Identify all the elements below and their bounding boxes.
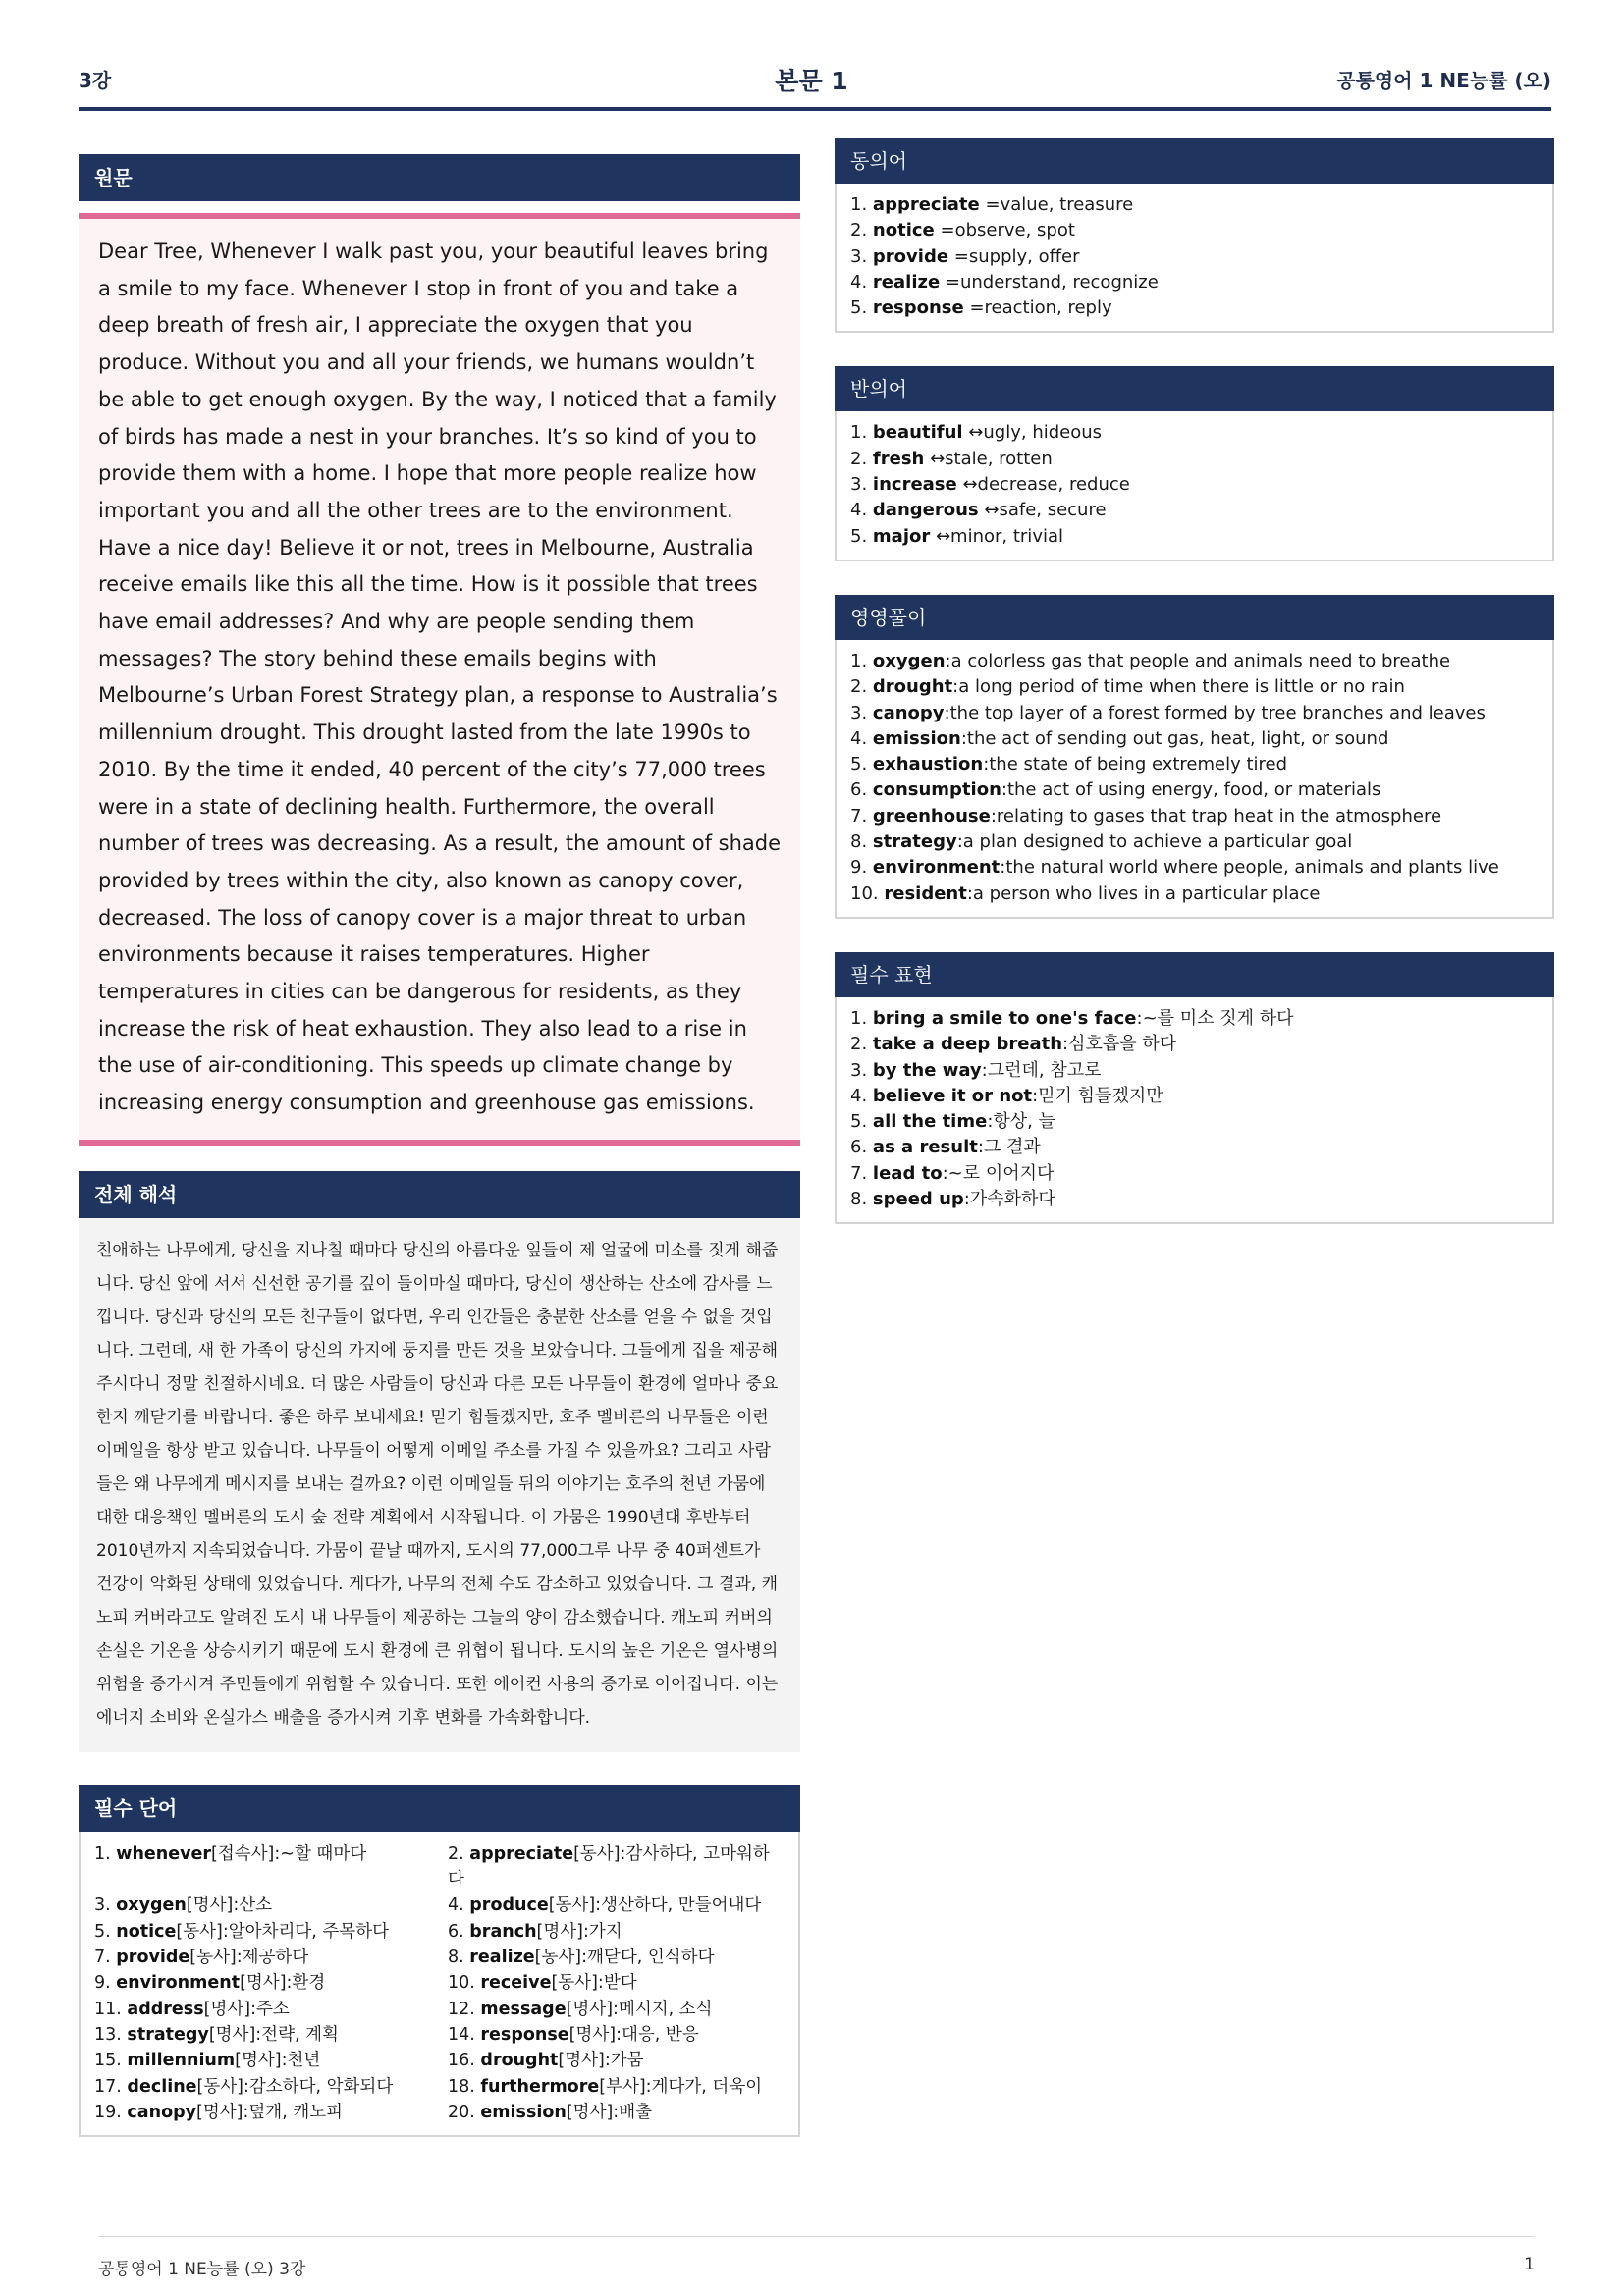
item-number: 7. <box>94 1948 111 1968</box>
synonyms-section <box>835 138 1554 333</box>
item-meaning: [명사]:배출 <box>566 2102 653 2122</box>
item-meaning: :심호흡을 하다 <box>1062 1034 1177 1055</box>
vocab-section <box>79 1785 800 2137</box>
item-number: 10. <box>850 882 879 904</box>
item-term: message <box>480 1999 567 2019</box>
item-number: 10. <box>448 1973 475 1994</box>
item-meaning: :the natural world where people, animals and plants live <box>1000 857 1499 879</box>
item-meaning: [명사]:메시지, 소식 <box>566 1999 713 2019</box>
antonym-item <box>850 447 1539 472</box>
antonyms-title: 반의어 <box>835 366 1554 411</box>
item-term: branch <box>469 1921 537 1942</box>
item-term: realize <box>872 271 941 293</box>
item-meaning: [접속사]:~할 때마다 <box>211 1843 367 1864</box>
item-number: 17. <box>94 2076 122 2097</box>
item-term: take a deep breath <box>872 1034 1063 1055</box>
item-number: 4. <box>850 727 868 749</box>
vocab-box <box>79 1832 800 2137</box>
antonym-item <box>850 524 1539 550</box>
synonyms-list <box>835 184 1554 333</box>
item-term: response <box>872 297 964 319</box>
item-meaning: :항상, 늘 <box>987 1111 1055 1133</box>
vocab-item <box>94 2048 448 2073</box>
item-number: 1. <box>850 650 868 671</box>
right-column <box>835 138 1554 1257</box>
item-meaning: :a plan designed to achieve a particular goal <box>956 831 1353 853</box>
vocab-item <box>448 2100 784 2125</box>
item-meaning: :a long period of time when there is little or no rain <box>952 676 1405 698</box>
item-meaning: ↔minor, trivial <box>930 525 1063 547</box>
item-meaning: [명사]:환경 <box>240 1973 326 1994</box>
item-term: oxygen <box>116 1896 187 1916</box>
item-number: 4. <box>448 1896 464 1916</box>
item-meaning: :믿기 힘들겠지만 <box>1032 1085 1163 1106</box>
item-term: consumption <box>872 779 1001 801</box>
item-term: believe it or not <box>872 1085 1033 1106</box>
item-number: 5. <box>850 525 868 547</box>
vocab-item <box>94 2074 448 2100</box>
item-term: notice <box>116 1921 177 1942</box>
item-number: 4. <box>850 1085 868 1106</box>
translation-section <box>79 1171 800 1752</box>
item-term: provide <box>872 245 949 267</box>
item-number: 18. <box>448 2076 475 2097</box>
item-meaning: [명사]:덮개, 캐노피 <box>196 2102 344 2122</box>
left-column <box>79 154 800 2137</box>
definition-item <box>850 726 1539 752</box>
item-number: 15. <box>94 2051 122 2071</box>
item-meaning: [동사]:감사하다, 고마워하다 <box>448 1843 770 1891</box>
item-number: 4. <box>850 271 868 293</box>
item-term: canopy <box>127 2102 197 2122</box>
item-term: whenever <box>116 1843 212 1864</box>
item-term: strategy <box>872 831 957 853</box>
item-number: 3. <box>850 245 868 267</box>
definition-item <box>850 855 1539 881</box>
item-number: 1. <box>94 1843 111 1864</box>
footer-label: 공통영어 1 NE능률 (오) 3강 <box>98 2260 306 2279</box>
item-meaning: [동사]:감소하다, 악화되다 <box>196 2076 394 2097</box>
synonym-item <box>850 192 1539 218</box>
synonym-item <box>850 218 1539 243</box>
item-meaning: [부사]:게다가, 더욱이 <box>599 2076 763 2097</box>
item-number: 1. <box>850 422 868 444</box>
item-term: drought <box>872 676 953 698</box>
item-number: 3. <box>850 474 868 496</box>
original-text: Dear Tree, Whenever I walk past you, your beautiful leaves bring a smile to my face. Whenever I stop in front of you and take a deep breath of fresh air, I appreciate the oxygen that you produce. Without you and all your friends, we humans wouldn’t be able to get enough oxygen. By the way, I noticed that a family of birds has made a nest in your branches. It’s so kind of you to provide them with a home. I hope that more people realize how important you and all the other trees are to the environment. Have a nice day! Believe it or not, trees in Melbourne, Australia receive emails like this all the time. How is it possible that trees have email addresses? And why are people sending them messages? The story behind these emails begins with Melbourne’s Urban Forest Strategy plan, a response to Australia’s millennium drought. This drought lasted from the late 1990s to 2010. By the time it ended, 40 percent of the city’s 77,000 trees were in a state of declining health. Furthermore, the overall number of trees was decreasing. As a result, the amount of shade provided by trees within the city, also known as canopy cover, decreased. The loss of canopy cover is a major threat to urban environments because it raises temperatures. Higher temperatures in cities can be dangerous for residents, as they increase the risk of heat exhaustion. They also lead to a rise in the use of air-conditioning. This speeds up climate change by increasing energy consumption and greenhouse gas emissions. <box>98 240 782 1115</box>
item-meaning: :그런데, 참고로 <box>981 1059 1102 1081</box>
definition-item <box>850 881 1539 907</box>
synonyms-title: 동의어 <box>835 138 1554 184</box>
antonyms-section <box>835 366 1554 561</box>
item-term: fresh <box>872 448 925 469</box>
page-number: 1 <box>1524 2255 1535 2274</box>
vocab-item <box>94 1893 448 1918</box>
item-meaning: ↔ugly, hideous <box>962 422 1103 444</box>
item-term: speed up <box>872 1189 964 1210</box>
item-term: strategy <box>127 2024 209 2045</box>
item-number: 11. <box>94 1999 122 2019</box>
header-rule <box>79 107 1551 111</box>
item-term: greenhouse <box>872 805 991 827</box>
item-number: 6. <box>448 1921 464 1942</box>
item-meaning: :the top layer of a forest formed by tree branches and leaves <box>944 702 1486 723</box>
expression-item <box>850 1135 1539 1160</box>
definition-item <box>850 701 1539 726</box>
item-term: produce <box>469 1896 549 1916</box>
item-term: address <box>127 1999 204 2019</box>
vocab-item <box>448 1997 784 2022</box>
item-number: 2. <box>850 676 868 698</box>
vocab-item <box>94 1997 448 2022</box>
item-term: as a result <box>872 1137 978 1158</box>
item-term: emission <box>872 727 961 749</box>
item-number: 3. <box>850 702 868 723</box>
vocab-item <box>448 1893 784 1918</box>
lesson-label: 3강 <box>79 69 112 92</box>
original-text-box <box>79 219 800 1140</box>
item-number: 13. <box>94 2024 122 2045</box>
synonym-item <box>850 270 1539 295</box>
item-term: resident <box>884 882 967 904</box>
expressions-title: 필수 표현 <box>835 952 1554 997</box>
item-meaning: [명사]:주소 <box>203 1999 290 2019</box>
original-section <box>79 154 800 1146</box>
item-number: 8. <box>448 1948 464 1968</box>
original-title: 원문 <box>79 154 800 201</box>
item-meaning: :~로 이어지다 <box>942 1162 1055 1184</box>
item-meaning: [동사]:생산하다, 만들어내다 <box>548 1896 762 1916</box>
item-meaning: =value, treasure <box>979 194 1134 215</box>
item-term: by the way <box>872 1059 982 1081</box>
item-term: furthermore <box>480 2076 600 2097</box>
item-meaning: [동사]:받다 <box>551 1973 637 1994</box>
item-meaning: :가속화하다 <box>963 1189 1055 1210</box>
item-number: 3. <box>94 1896 111 1916</box>
item-number: 2. <box>850 1034 868 1055</box>
item-meaning: ↔decrease, reduce <box>956 474 1130 496</box>
expression-item <box>850 1084 1539 1109</box>
definitions-section <box>835 595 1554 919</box>
item-meaning: =reaction, reply <box>963 297 1112 319</box>
expression-item <box>850 1006 1539 1032</box>
item-meaning: :relating to gases that trap heat in the atmosphere <box>990 805 1442 827</box>
item-meaning: =understand, recognize <box>940 271 1159 293</box>
item-meaning: :the act of sending out gas, heat, light, or sound <box>960 727 1389 749</box>
definition-item <box>850 752 1539 777</box>
item-meaning: [동사]:깨닫다, 인식하다 <box>534 1948 715 1968</box>
vocab-item <box>94 1919 448 1945</box>
footer-rule <box>98 2236 1535 2237</box>
item-term: oxygen <box>872 650 946 671</box>
item-number: 7. <box>850 805 868 827</box>
item-term: lead to <box>872 1162 943 1184</box>
item-term: provide <box>116 1948 190 1968</box>
vocab-grid <box>94 1842 784 2125</box>
item-term: emission <box>480 2102 567 2122</box>
item-term: millennium <box>127 2051 236 2071</box>
expression-item <box>850 1032 1539 1057</box>
expression-item <box>850 1187 1539 1212</box>
item-meaning: :그 결과 <box>977 1137 1041 1158</box>
synonym-item <box>850 295 1539 321</box>
item-number: 5. <box>94 1921 111 1942</box>
item-number: 5. <box>850 754 868 775</box>
item-meaning: [명사]:천년 <box>235 2051 321 2071</box>
item-term: exhaustion <box>872 754 984 775</box>
definition-item <box>850 777 1539 803</box>
vocab-item <box>448 1945 784 1970</box>
vocab-item <box>448 2022 784 2048</box>
translation-text-box <box>79 1218 800 1752</box>
item-number: 1. <box>850 194 868 215</box>
vocab-item <box>94 2100 448 2125</box>
expressions-section <box>835 952 1554 1224</box>
expression-item <box>850 1161 1539 1187</box>
item-meaning: ↔stale, rotten <box>924 448 1053 469</box>
vocab-item <box>448 1970 784 1996</box>
item-number: 12. <box>448 1999 475 2019</box>
item-number: 14. <box>448 2024 475 2045</box>
item-meaning: [명사]:가뭄 <box>558 2051 644 2071</box>
item-meaning: =supply, offer <box>948 245 1080 267</box>
item-number: 20. <box>448 2102 475 2122</box>
item-number: 2. <box>850 448 868 469</box>
item-number: 4. <box>850 500 868 521</box>
definition-item <box>850 829 1539 855</box>
translation-title: 전체 해석 <box>79 1171 800 1218</box>
item-number: 2. <box>448 1843 464 1864</box>
item-number: 5. <box>850 1111 868 1133</box>
item-meaning: [동사]:제공하다 <box>189 1948 309 1968</box>
item-term: realize <box>469 1948 535 1968</box>
spacer <box>79 201 800 213</box>
item-term: notice <box>872 220 935 241</box>
item-term: environment <box>872 857 1001 879</box>
item-number: 2. <box>850 220 868 241</box>
definition-item <box>850 674 1539 700</box>
original-bottom-rule <box>79 1140 800 1146</box>
item-meaning: :the state of being extremely tired <box>983 754 1288 775</box>
expression-item <box>850 1058 1539 1084</box>
item-term: response <box>480 2024 569 2045</box>
item-term: appreciate <box>469 1843 574 1864</box>
item-number: 9. <box>94 1973 111 1994</box>
synonym-item <box>850 244 1539 270</box>
item-term: decline <box>127 2076 197 2097</box>
vocab-item <box>94 1945 448 1970</box>
item-number: 16. <box>448 2051 475 2071</box>
item-term: major <box>872 525 931 547</box>
item-meaning: [명사]:대응, 반응 <box>568 2024 699 2045</box>
item-term: all the time <box>872 1111 988 1133</box>
item-number: 1. <box>850 1007 868 1029</box>
item-number: 19. <box>94 2102 122 2122</box>
vocab-item <box>448 1919 784 1945</box>
item-meaning: [명사]:산소 <box>186 1896 273 1916</box>
definitions-list <box>835 640 1554 919</box>
vocab-item <box>448 1842 784 1894</box>
item-number: 5. <box>850 297 868 319</box>
antonyms-list <box>835 411 1554 561</box>
item-term: environment <box>116 1973 241 1994</box>
vocab-item <box>94 1842 448 1894</box>
vocab-item <box>448 2074 784 2100</box>
item-term: increase <box>872 474 957 496</box>
item-number: 3. <box>850 1059 868 1081</box>
item-meaning: [동사]:알아차리다, 주목하다 <box>176 1921 390 1942</box>
antonym-item <box>850 472 1539 498</box>
definition-item <box>850 804 1539 829</box>
item-term: beautiful <box>872 422 963 444</box>
definition-item <box>850 649 1539 674</box>
item-meaning: [명사]:전략, 계획 <box>208 2024 339 2045</box>
antonym-item <box>850 420 1539 446</box>
item-number: 6. <box>850 1137 868 1158</box>
item-number: 8. <box>850 831 868 853</box>
item-term: canopy <box>872 702 945 723</box>
item-number: 9. <box>850 857 868 879</box>
item-term: appreciate <box>872 194 980 215</box>
item-term: dangerous <box>872 500 979 521</box>
book-label: 공통영어 1 NE능률 (오) <box>1336 69 1551 92</box>
expression-item <box>850 1109 1539 1135</box>
vocab-item <box>94 2022 448 2048</box>
item-term: drought <box>480 2051 559 2071</box>
item-meaning: :the act of using energy, food, or materials <box>1001 779 1381 801</box>
item-number: 8. <box>850 1189 868 1210</box>
antonym-item <box>850 498 1539 523</box>
vocab-title: 필수 단어 <box>79 1785 800 1832</box>
item-meaning: :a colorless gas that people and animals need to breathe <box>945 650 1451 671</box>
item-meaning: :~를 미소 짓게 하다 <box>1136 1007 1294 1029</box>
item-meaning: [명사]:가지 <box>536 1921 622 1942</box>
item-meaning: :a person who lives in a particular place <box>966 882 1321 904</box>
expressions-list <box>835 997 1554 1224</box>
item-meaning: =observe, spot <box>934 220 1075 241</box>
item-term: bring a smile to one's face <box>872 1007 1137 1029</box>
item-meaning: ↔safe, secure <box>978 500 1107 521</box>
item-term: receive <box>480 1973 552 1994</box>
vocab-item <box>448 2048 784 2073</box>
definitions-title: 영영풀이 <box>835 595 1554 640</box>
item-number: 7. <box>850 1162 868 1184</box>
item-number: 6. <box>850 779 868 801</box>
page-title: 본문 1 <box>775 67 848 95</box>
translation-text: 친애하는 나무에게, 당신을 지나칠 때마다 당신의 아름다운 잎들이 제 얼굴에 미소를 짓게 해줍니다. 당신 앞에 서서 신선한 공기를 깊이 들이마실 때마다, 당신이 생산하는 산소에 감사를 느낍니다. 당신과 당신의 모든 친구들이 없다면, 우리 인간들은 충분한 산소를 얻을 수 없을 것입니다. 그런데, 새 한 가족이 당신의 가지에 둥지를 만든 것을 보았습니다. 그들에게 집을 제공해 주시다니 정말 친절하시네요. 더 많은 사람들이 당신과 다른 모든 나무들이 환경에 얼마나 중요한지 깨닫기를 바랍니다. 좋은 하루 보내세요! 믿기 힘들겠지만, 호주 멜버른의 나무들은 이런 이메일을 항상 받고 있습니다. 나무들이 어떻게 이메일 주소를 가질 수 있을까요? 그리고 사람들은 왜 나무에게 메시지를 보내는 걸까요? 이런 이메일들 뒤의 이야기는 호주의 천년 가뭄에 대한 대응책인 멜버른의 도시 숲 전략 계획에서 시작됩니다. 이 가뭄은 1990년대 후반부터 2010년까지 지속되었습니다. 가뭄이 끝날 때까지, 도시의 77,000그루 나무 중 40퍼센트가 건강이 악화된 상태에 있었습니다. 게다가, 나무의 전체 수도 감소하고 있었습니다. 그 결과, 캐노피 커버라고도 알려진 도시 내 나무들이 제공하는 그늘의 양이 감소했습니다. 캐노피 커버의 손실은 기온을 상승시키기 때문에 도시 환경에 큰 위협이 됩니다. 도시의 높은 기온은 열사병의 위험을 증가시켜 주민들에게 위험할 수 있습니다. 또한 에어컨 사용의 증가로 이어집니다. 이는 에너지 소비와 온실가스 배출을 증가시켜 기후 변화를 가속화합니다. <box>96 1240 779 1728</box>
vocab-item <box>94 1970 448 1996</box>
